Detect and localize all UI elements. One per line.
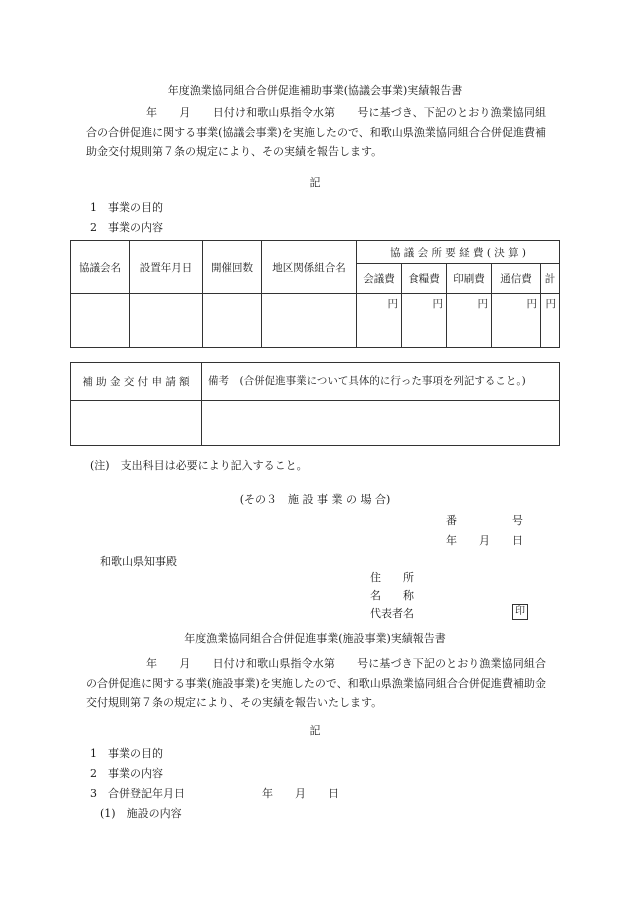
cell-remarks[interactable]: [202, 401, 560, 446]
org-name-label: 名 称: [370, 589, 414, 602]
report-intro-council: 年 月 日付け和歌山県指令水第 号に基づき、下記のとおり漁業協同組合の合併促進に関する事業(協議会事業)を実施したので、和歌山県漁業協同組合合併促進費補助金交付規則第７条の規定により、その実績を報告します。: [86, 106, 546, 158]
document-date-label: 年 月 日: [446, 534, 523, 547]
expense-table: [70, 240, 560, 348]
item-purpose-2: 1 事業の目的: [90, 747, 163, 760]
header-region-unions: 地区関係組合名: [262, 241, 357, 294]
header-meeting-count: 開催回数: [203, 241, 262, 294]
header-setup-date: 設置年月日: [130, 241, 203, 294]
seal-mark: 印: [512, 604, 528, 620]
cell-council-name[interactable]: [71, 294, 130, 348]
cell-setup-date[interactable]: [130, 294, 203, 348]
report-title-council: 年度漁業協同組合合併促進補助事業(協議会事業)実績報告書: [167, 84, 463, 97]
cell-total[interactable]: 円: [541, 294, 560, 348]
report-title-facility: 年度漁業協同組合合併促進事業(施設事業)実績報告書: [184, 632, 446, 645]
header-grant-amount: 補 助 金 交 付 申 請 額: [71, 363, 202, 401]
ki-label-2: 記: [309, 724, 321, 737]
representative-label: 代表者名: [370, 607, 414, 620]
header-remarks: 備考 (合併促進事業について具体的に行った事項を列記すること。): [202, 363, 560, 401]
section3-heading: (その３ 施 設 事 業 の 場 合): [239, 493, 391, 506]
ki-label: 記: [309, 176, 321, 189]
document-number-label: 番 号: [446, 514, 523, 527]
header-communication-cost: 通信費: [492, 264, 541, 294]
cell-printing-cost[interactable]: 円: [447, 294, 492, 348]
header-meeting-cost: 会議費: [357, 264, 402, 294]
report-intro-facility: 年 月 日付け和歌山県指令水第 号に基づき下記のとおり漁業協同組合の合併促進に関する事業(施設事業)を実施したので、和歌山県漁業協同組合合併促進費補助金交付規則第７条の規定により、その実績を報告いたします。: [86, 657, 546, 709]
sub-item-facility-content: (1) 施設の内容: [100, 807, 182, 820]
item-content: 2 事業の内容: [90, 221, 163, 234]
addressee: 和歌山県知事殿: [100, 555, 177, 568]
merger-registration-date: 年 月 日: [262, 787, 339, 800]
cell-region-unions[interactable]: [262, 294, 357, 348]
header-total: 計: [541, 264, 560, 294]
item-merger-registration: 3 合併登記年月日: [90, 787, 185, 800]
item-content-2: 2 事業の内容: [90, 767, 163, 780]
cell-meeting-cost[interactable]: 円: [357, 294, 402, 348]
cell-communication-cost[interactable]: 円: [492, 294, 541, 348]
cell-meeting-count[interactable]: [203, 294, 262, 348]
header-food-cost: 食糧費: [402, 264, 447, 294]
header-printing-cost: 印刷費: [447, 264, 492, 294]
header-expense-group: 協 議 会 所 要 経 費 ( 決 算 ): [357, 241, 560, 264]
address-label: 住 所: [370, 571, 414, 584]
item-purpose: 1 事業の目的: [90, 201, 163, 214]
grant-remarks-table: [70, 362, 560, 446]
note: (注) 支出科目は必要により記入すること。: [90, 459, 308, 472]
header-council-name: 協議会名: [71, 241, 130, 294]
cell-grant-amount[interactable]: [71, 401, 202, 446]
cell-food-cost[interactable]: 円: [402, 294, 447, 348]
